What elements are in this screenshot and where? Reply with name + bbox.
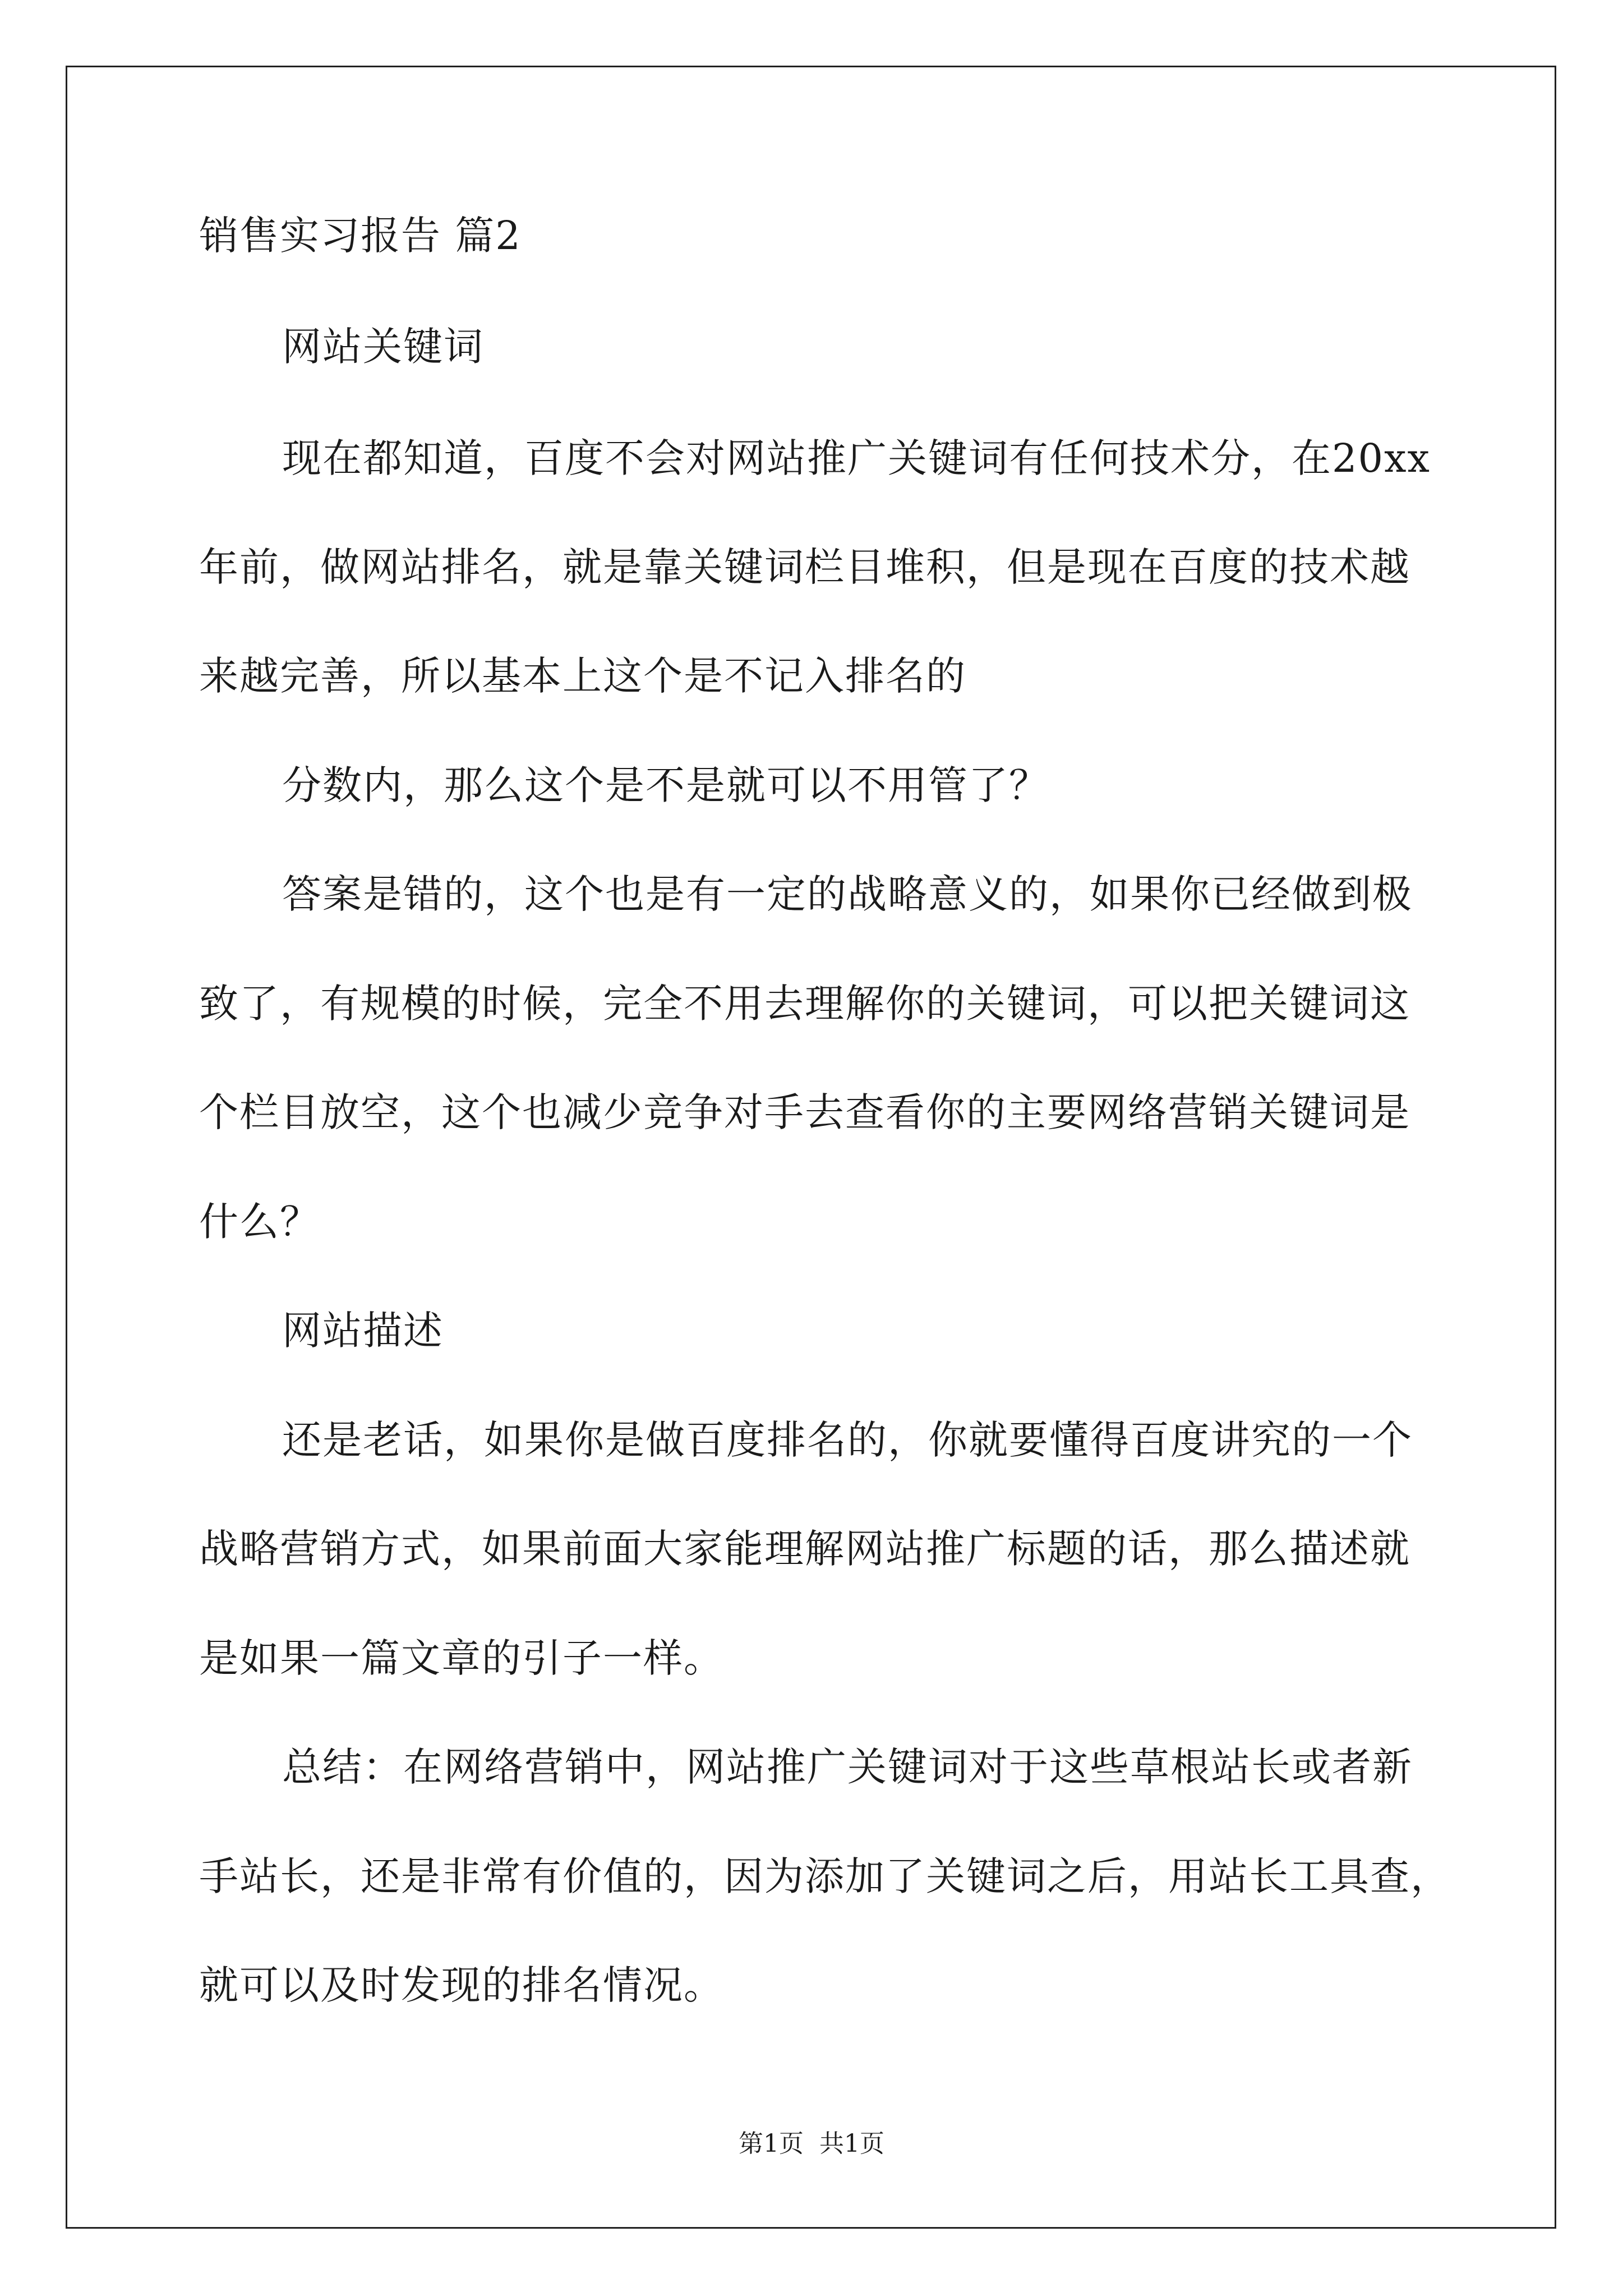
paragraph-line: 现在都知道，百度不会对网站推广关键词有任何技术分，在20xx: [282, 435, 1431, 481]
paragraph-line: 就可以及时发现的排名情况。: [199, 1962, 724, 2008]
paragraph-line: 是如果一篇文章的引子一样。: [199, 1635, 724, 1681]
paragraph-line: 战略营销方式，如果前面大家能理解网站推广标题的话，那么描述就: [199, 1526, 1410, 1572]
page-number-total: 共1页: [819, 2129, 884, 2158]
page-border: [66, 66, 1556, 2229]
paragraph-line: 手站长，还是非常有价值的，因为添加了关键词之后，用站长工具查，: [199, 1853, 1451, 1899]
page-footer: [0, 2127, 1623, 2161]
paragraph-line: 来越完善，所以基本上这个是不记入排名的: [199, 653, 966, 699]
page-number-current: 第1页: [739, 2129, 804, 2158]
paragraph-line: 个栏目放空，这个也减少竞争对手去查看你的主要网络营销关键词是: [199, 1089, 1410, 1135]
section-heading-description: 网站描述: [282, 1308, 444, 1354]
paragraph-line: 总结：在网络营销中，网站推广关键词对于这些草根站长或者新: [282, 1744, 1413, 1790]
paragraph-line: 还是老话，如果你是做百度排名的，你就要懂得百度讲究的一个: [282, 1417, 1413, 1463]
section-heading-keywords: 网站关键词: [282, 324, 484, 370]
paragraph-line: 什么？: [199, 1199, 320, 1245]
paragraph-line: 致了，有规模的时候，完全不用去理解你的关键词，可以把关键词这: [199, 981, 1410, 1027]
paragraph-line: 分数内，那么这个是不是就可以不用管了？: [282, 762, 1049, 808]
paragraph-line: 年前，做网站排名，就是靠关键词栏目堆积，但是现在百度的技术越: [199, 544, 1410, 590]
paragraph-line: 答案是错的，这个也是有一定的战略意义的，如果你已经做到极: [282, 871, 1413, 917]
document-title: 销售实习报告 篇2: [199, 213, 522, 259]
